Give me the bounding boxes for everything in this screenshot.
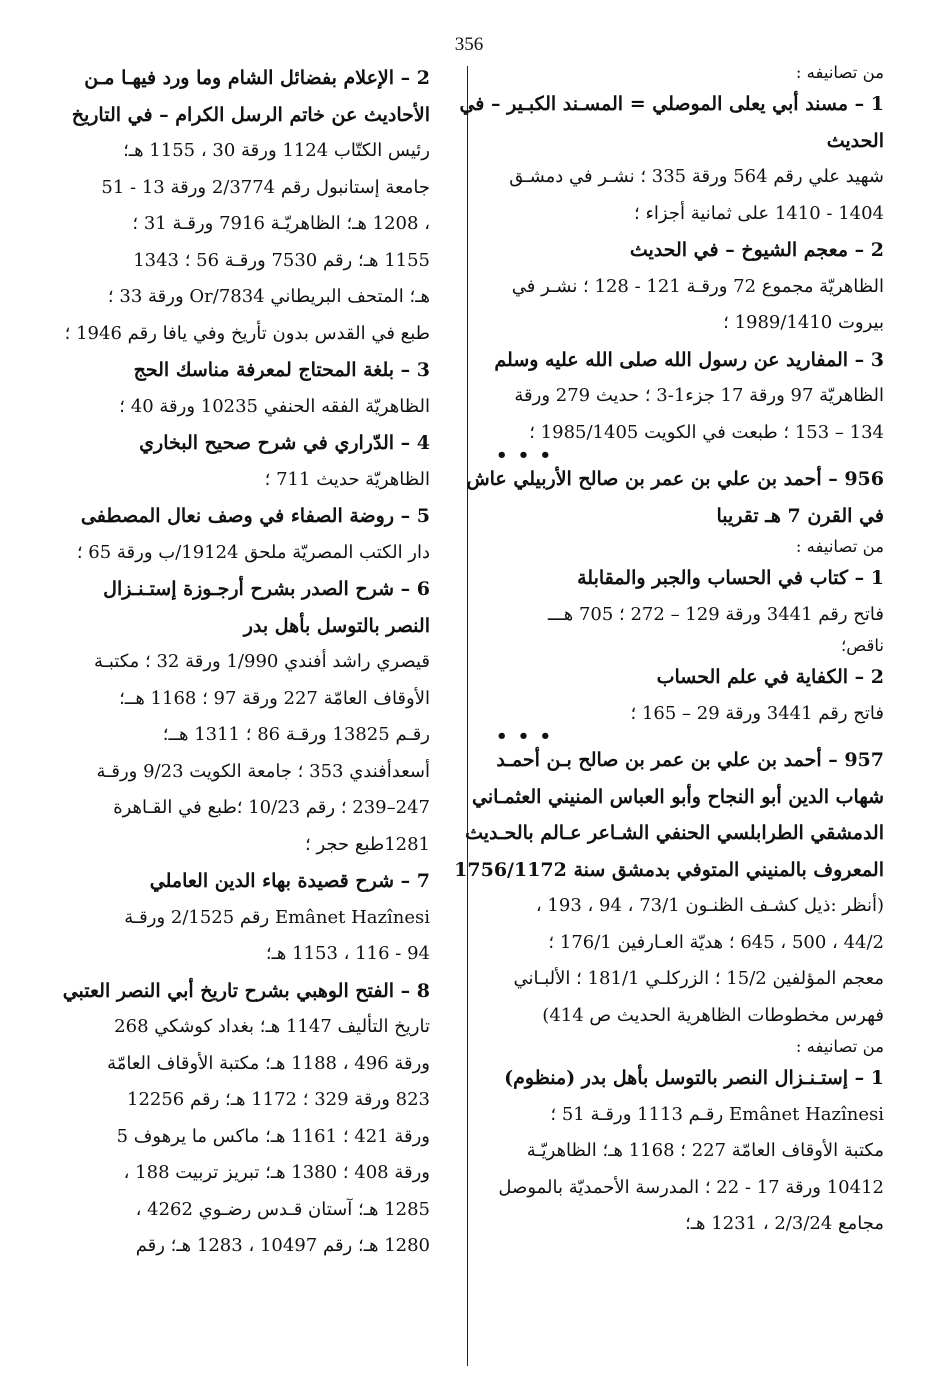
text-line: 1280 هـ؛ رقم 10497 ، 1283 هـ؛ رقم bbox=[135, 1235, 430, 1256]
entry-heading-line: 2 – الكفاية في علم الحساب bbox=[656, 666, 884, 688]
text-line: تاريخ التأليف 1147 هـ؛ بغداد كوشكي 268 bbox=[114, 1016, 430, 1037]
text-line: 94 - 116 ، 1153 هـ؛ bbox=[265, 943, 430, 964]
entry-heading-line: 2 – معجم الشيوخ – في الحديث bbox=[629, 239, 884, 261]
entry-heading-line: الحديث bbox=[826, 129, 884, 152]
text-line: قيصري راشد أفندي 1/990 ورقة 32 ؛ مكتبـة bbox=[93, 651, 430, 672]
text-line: معجم المؤلفين 15/2 ؛ الزركلـي 181/1 ؛ الألبـاني bbox=[513, 968, 884, 989]
text-line: Emânet Hazînesi رقم 2/1525 ورقـة bbox=[124, 906, 430, 928]
text-line: 44/2 ، 500 ، 645 ؛ هديّة العـارفين 176/1 ؛ bbox=[548, 931, 884, 953]
right-column bbox=[454, 60, 884, 1243]
text-line: رئيس الكتّاب 1124 ورقة 30 ، 1155 هـ؛ bbox=[123, 140, 430, 161]
entry-heading-line: 3 – بلغة المحتاج لمعرفة مناسك الحج bbox=[133, 359, 430, 381]
text-line: جامعة إستانبول رقم 2/3774 ورقة 13 - 51 bbox=[101, 176, 430, 198]
text-line: رقـم 13825 ورقـة 86 ؛ 1311 هــ؛ bbox=[162, 724, 430, 745]
entry-heading-line: في القرن 7 هـ تقريبا bbox=[716, 504, 884, 527]
text-line: من تصانيفه : bbox=[795, 63, 884, 82]
entry-heading-line: المعروف بالمنيني المتوفي بدمشق سنة 1756/1172 bbox=[454, 858, 884, 881]
entry-heading-line: الدمشقي الطرابلسي الحنفي الشـاعر عـالم بالحـديث bbox=[465, 822, 884, 844]
entry-heading-line: 1 – إستـنـزال النصر بالتوسل بأهل بدر (منظوم) bbox=[504, 1067, 884, 1089]
text-line: بيروت 1989/1410 ؛ bbox=[723, 312, 884, 333]
text-line: الظاهريّة 97 ورقة 17 جزء1-3 ؛ حديث 279 ورقة bbox=[514, 385, 884, 406]
text-line: 1155 هـ؛ رقم 7530 ورقـة 56 ؛ 1343 bbox=[133, 249, 430, 271]
text-line: (أنظر :ذيل كشـف الظنـون 73/1 ، 94 ، 193 ، bbox=[535, 895, 884, 916]
text-line: ناقص؛ bbox=[841, 636, 884, 655]
entry-heading-line: 4 – الدّراري في شرح صحيح البخاري bbox=[139, 432, 430, 454]
text-line: 1285 هـ؛ آستان قـدس رضـوي 4262 ، bbox=[135, 1198, 430, 1220]
text-line: 10412 ورقة 17 - 22 ؛ المدرسة الأحمديّة بالموصل bbox=[498, 1176, 884, 1198]
text-line: الظاهريّة مجموع 72 ورقـة 121 - 128 ؛ نشـر في bbox=[511, 275, 884, 297]
text-line: الأوقاف العامّة 227 ورقة 97 ؛ 1168 هــ؛ bbox=[119, 687, 430, 709]
text-line: دار الكتب المصريّة ملحق 19124/ب ورقة 65 ؛ bbox=[76, 541, 430, 563]
entry-heading-line: 1 – مسند أبي يعلى الموصلي = المسـند الكبـير – في bbox=[459, 93, 884, 115]
section-separator: • • • bbox=[496, 726, 554, 747]
text-line: فاتح رقم 3441 ورقة 29 – 165 ؛ bbox=[630, 702, 884, 724]
entry-heading-line: 2 – الإعلام بفضائل الشام وما ورد فيهـا مـن bbox=[84, 67, 430, 89]
text-line: الظاهريّة الفقه الحنفي 10235 ورقة 40 ؛ bbox=[119, 395, 430, 417]
entry-heading-line: شهاب الدين أبو النجاح وأبو العباس المنيني العثمـاني bbox=[472, 785, 884, 808]
text-line: من تصانيفه : bbox=[795, 537, 884, 556]
text-line: ، 1208 هـ؛ الظاهريّـة 7916 ورقـة 31 ؛ bbox=[132, 213, 430, 234]
entry-heading-line: النصر بالتوسل بأهل بدر bbox=[243, 614, 430, 637]
entry-heading-line: 8 – الفتح الوهبي بشرح تاريخ أبي النصر العتبي bbox=[62, 979, 430, 1002]
text-line: 823 ورقة 329 ؛ 1172 هـ؛ رقم 12256 bbox=[127, 1089, 430, 1110]
text-line: 1281طبع حجر ؛ bbox=[305, 833, 430, 855]
text-line: أسعدأفندي 353 ؛ جامعة الكويت 9/23 ورقـة bbox=[96, 760, 430, 782]
entry-heading-line: 7 – شرح قصيدة بهاء الدين العاملي bbox=[149, 870, 430, 892]
text-line: شهيد علي رقم 564 ورقة 335 ؛ نشـر في دمشـق bbox=[509, 166, 884, 187]
text-line: ورقة 421 ؛ 1161 هـ؛ ماكس ما يرهوف 5 bbox=[116, 1125, 430, 1147]
text-line: هـ؛ المتحف البريطاني 7834/Or ورقة 33 ؛ bbox=[107, 286, 430, 307]
text-line: من تصانيفه : bbox=[795, 1037, 884, 1056]
entry-heading-line: الأحاديث عن خاتم الرسل الكرام – في التاريخ bbox=[71, 103, 430, 126]
entry-heading-line: 5 – روضة الصفاء في وصف نعال المصطفى bbox=[80, 505, 430, 527]
text-line: الظاهريّة حديث 711 ؛ bbox=[264, 468, 430, 490]
text-line: طبع في القدس بدون تأريخ وفي يافا رقم 1946 ؛ bbox=[64, 322, 430, 344]
text-line: فاتح رقم 3441 ورقة 129 – 272 ؛ 705 هـــ bbox=[547, 603, 884, 625]
column-divider bbox=[467, 66, 468, 1366]
text-line: ورقة 496 ، 1188 هـ؛ مكتبة الأوقاف العامّة bbox=[107, 1052, 430, 1074]
text-line: مكتبة الأوقاف العامّة 227 ؛ 1168 هـ؛ الظاهريّـة bbox=[526, 1140, 884, 1161]
text-line: Emânet Hazînesi رقـم 1113 ورقـة 51 ؛ bbox=[550, 1103, 884, 1125]
left-column bbox=[62, 60, 430, 1265]
entry-heading-line: 3 – المفاريد عن رسول الله صلى الله عليه وسلم bbox=[494, 348, 884, 371]
section-separator: • • • bbox=[496, 445, 554, 466]
entry-heading-line: 1 – كتاب في الحساب والجبر والمقابلة bbox=[577, 567, 884, 589]
entry-heading-line: 957 – أحمد بن علي بن عمر بن صالح بـن أحمـد bbox=[496, 749, 884, 771]
text-line: فهرس مخطوطات الظاهرية الحديث ص 414) bbox=[542, 1004, 884, 1026]
text-line: 1404 - 1410 على ثمانية أجزاء ؛ bbox=[634, 202, 884, 224]
text-line: ورقة 408 ؛ 1380 هـ؛ تبريز تربيت 188 ، bbox=[123, 1162, 430, 1183]
entry-heading-line: 956 – أحمد بن علي بن عمر بن صالح الأربيلي عاش bbox=[466, 468, 884, 490]
text-line: 247–239 ؛ رقم 10/23 ؛طبع في القـاهرة bbox=[113, 797, 430, 818]
entry-heading-line: 6 – شرح الصدر بشرح أرجـوزة إستـنـزال bbox=[103, 578, 430, 600]
text-line: مجامع 2/3/24 ، 1231 هـ؛ bbox=[685, 1213, 884, 1234]
text-line: 134 – 153 ؛ طبعت في الكويت 1985/1405 ؛ bbox=[529, 421, 884, 443]
page-number: 356 bbox=[454, 34, 484, 55]
